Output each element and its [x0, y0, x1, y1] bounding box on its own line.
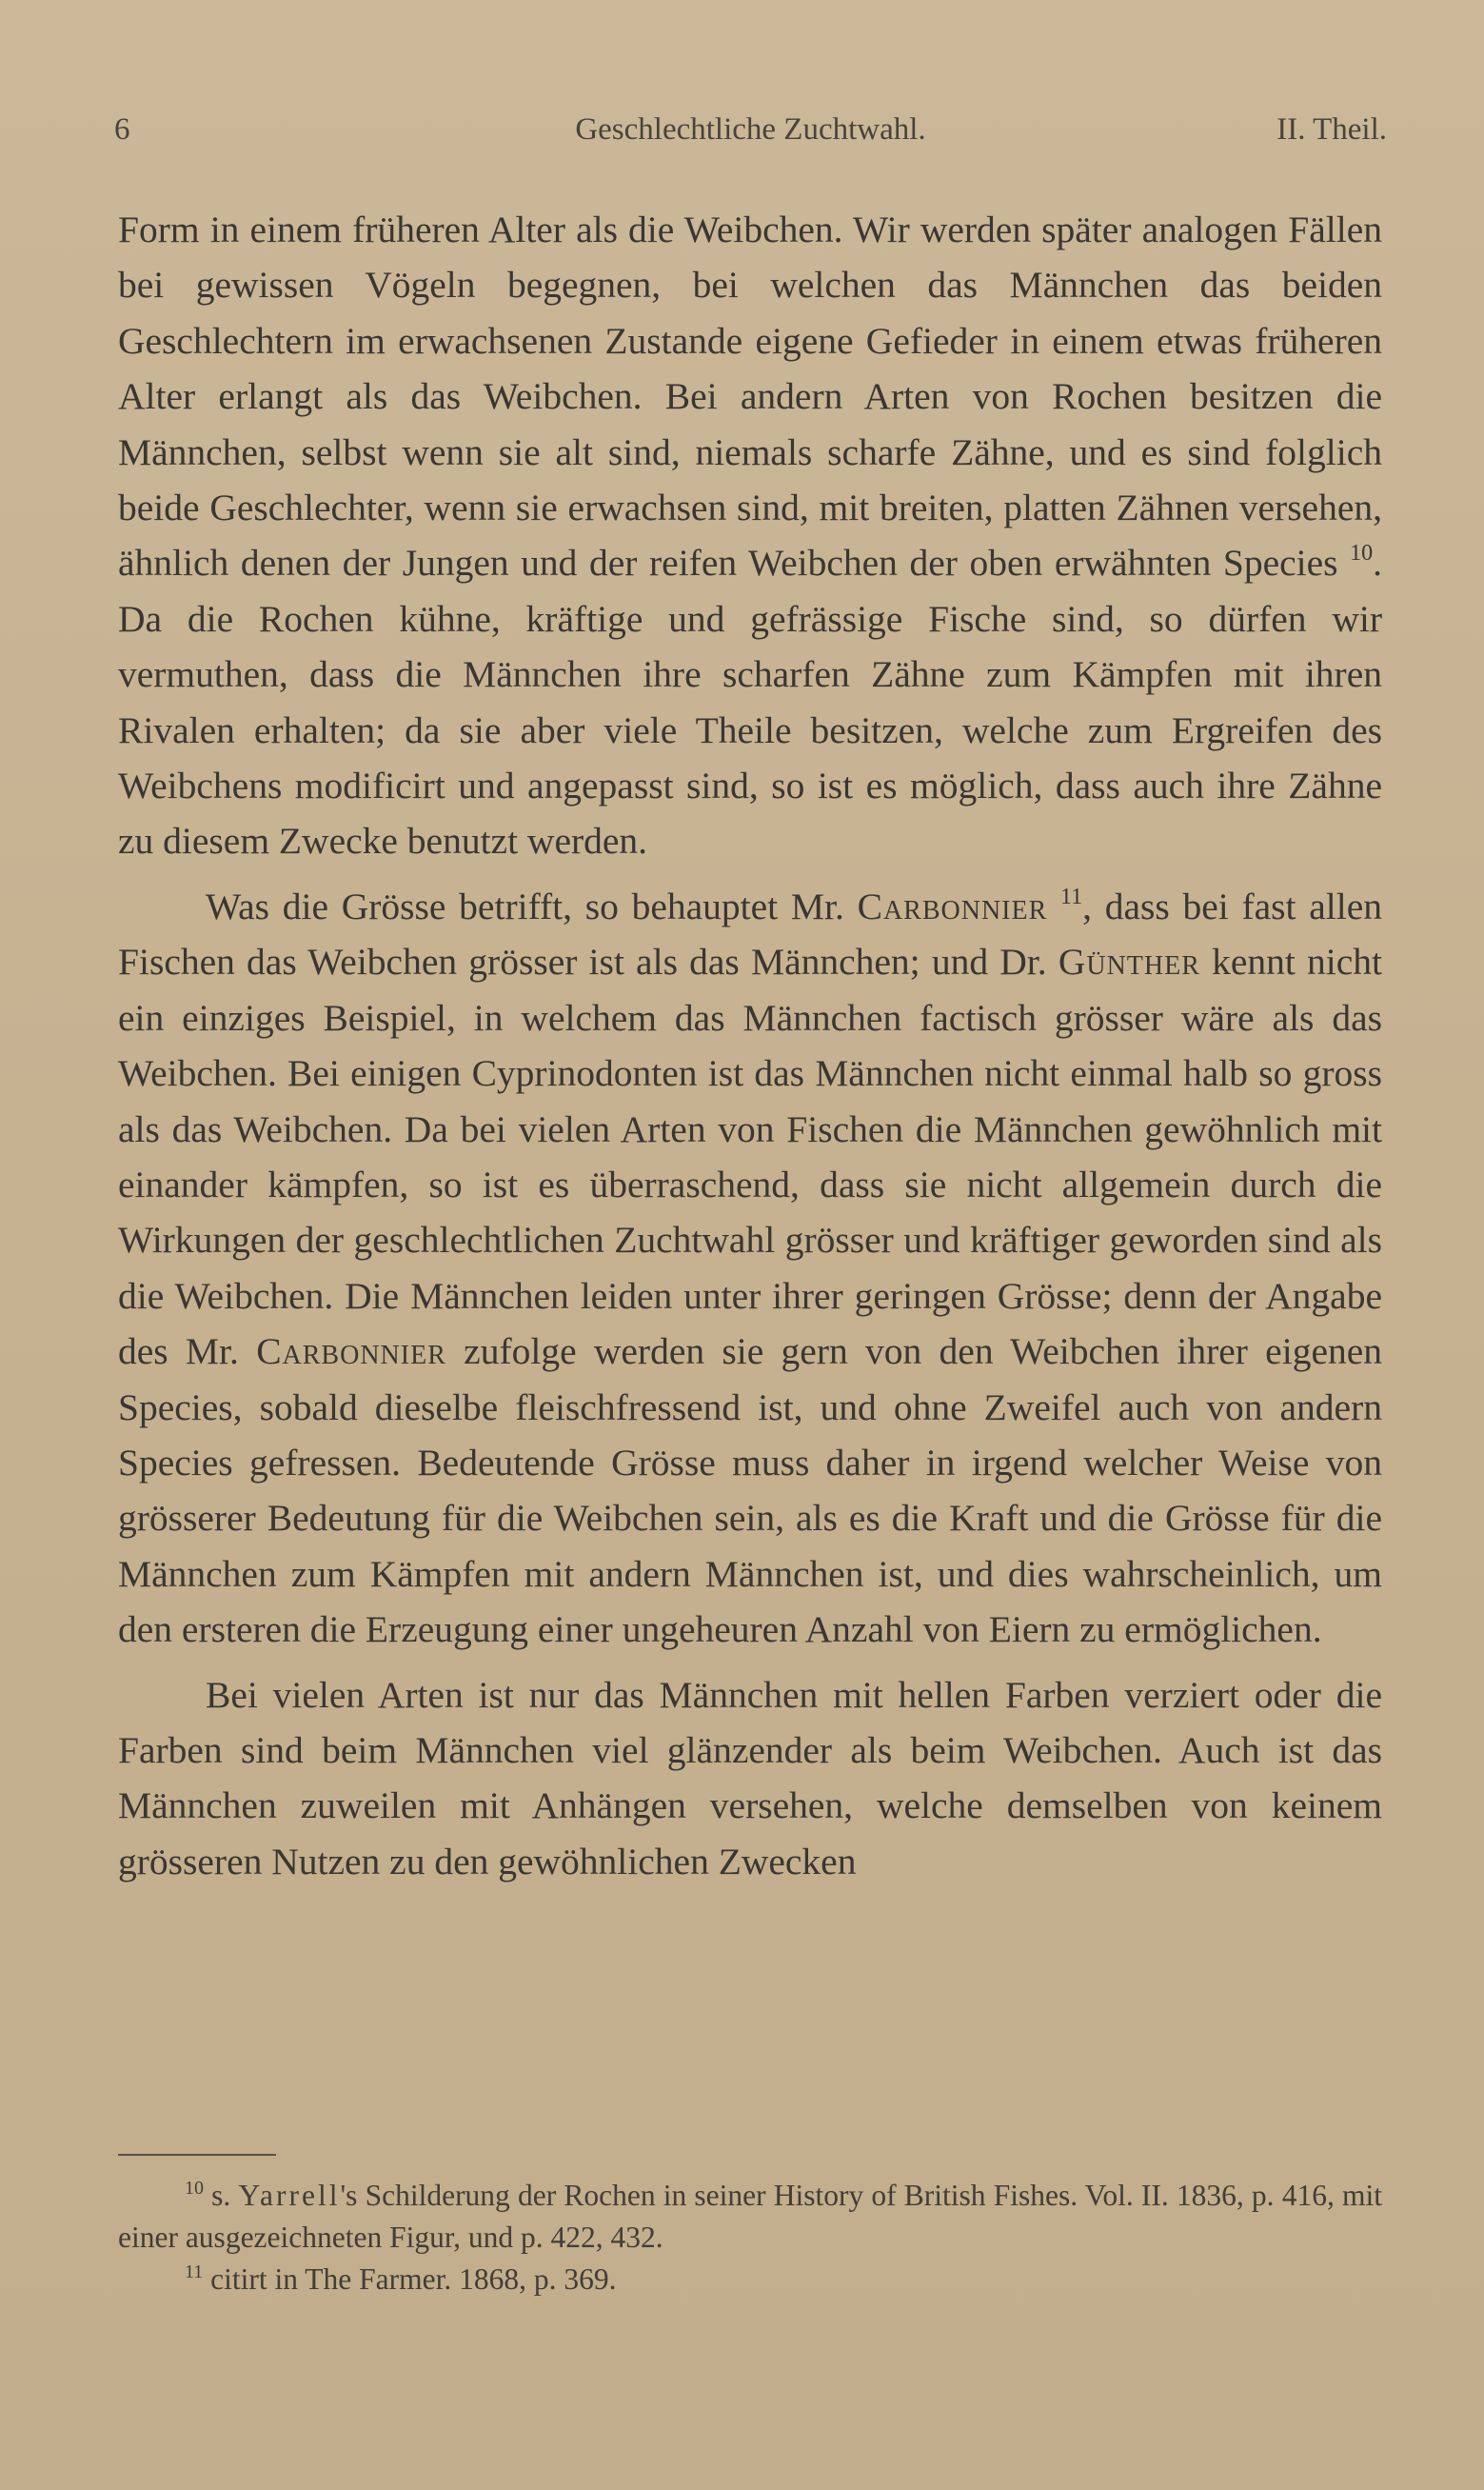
- footnote-mark-10: 10: [185, 2178, 204, 2199]
- running-title: Geschlechtliche Zuchtwahl.: [575, 112, 926, 147]
- footnote-mark-11: 11: [185, 2261, 204, 2282]
- paragraph-2-text-c: kennt nicht ein einziges Beispiel, in welchem das Männchen factisch grösser wäre als das Weibchen. Bei einigen Cyprinodonten ist das Männchen nicht einmal halb so gross als das Weibchen. Da bei vielen Arten von Fischen die Männchen gewöhnlich mit einander kämpfen, so ist es überraschend, dass sie nicht allgemein durch die Wirkungen der geschlechtlichen Zuchtwahl grösser und kräftiger geworden sind als die Weibchen. Die Männchen leiden unter ihrer geringen Grösse; denn der Angabe des Mr.: [118, 941, 1383, 1373]
- paragraph-2-text-d: zufolge werden sie gern von den Weibchen ihrer eigenen Species, sobald dieselbe fleischfressend ist, und ohne Zweifel auch von andern Species gefressen. Bedeutende Grösse muss daher in irgend welcher Weise von grösserer Bedeutung für die Weibchen sein, als es die Kraft und die Grösse für die Männchen zum Kämpfen mit andern Männchen ist, und dies wahrscheinlich, um den ersteren die Erzeugung einer ungeheuren Anzahl von Eiern zu ermöglichen.: [118, 1330, 1383, 1651]
- paragraph-1-text-a: Form in einem früheren Alter als die Weibchen. Wir werden später analogen Fällen bei gewissen Vögeln begegnen, bei welchen das Männchen das beiden Geschlechtern im erwachsenen Zustande eigene Gefieder in einem etwas früheren Alter erlangt als das Weibchen. Bei andern Arten von Rochen besitzen die Männchen, selbst wenn sie alt sind, niemals scharfe Zähne, und es sind folglich beide Geschlechter, wenn sie erwachsen sind, mit breiten, platten Zähnen versehen, ähnlich denen der Jungen und der reifen Weibchen der oben erwähnten Species: [118, 209, 1382, 585]
- author-name-guenther: Günther: [1058, 941, 1200, 984]
- part-label: II. Theil.: [1276, 112, 1387, 147]
- running-header: [114, 112, 1387, 160]
- footnote-11: [118, 2259, 1382, 2301]
- paragraph-2-text-a: Was die Grösse betrifft, so behauptet Mr.: [206, 885, 844, 927]
- paragraph-2: [118, 879, 1382, 1658]
- footnote-10-prefix: s.: [211, 2179, 231, 2212]
- footnote-11-text: citirt in The Farmer. 1868, p. 369.: [210, 2262, 617, 2296]
- footnote-ref-11: 11: [1060, 884, 1083, 909]
- footnote-10-author: Yarrell: [238, 2179, 341, 2212]
- author-name-carbonnier-2: Carbonnier: [256, 1330, 446, 1373]
- paragraph-1-text-b: . Da die Rochen kühne, kräftige und gefrässige Fische sind, so dürfen wir vermuthen, dass die Männchen ihre scharfen Zähne zum Kämpfen mit ihren Rivalen erhalten; da sie aber viele Theile besitzen, welche zum Ergreifen des Weibchens modificirt und angepasst sind, so ist es möglich, dass auch ihre Zähne zu diesem Zwecke benutzt werden.: [118, 542, 1382, 863]
- footnote-ref-10: 10: [1350, 541, 1374, 567]
- paragraph-3: Bei vielen Arten ist nur das Männchen mit hellen Farben verziert oder die Farben sind beim Männchen viel glänzender als beim Weibchen. Auch ist das Männchen zuweilen mit Anhängen versehen, welche demselben von keinem grösseren Nutzen zu den gewöhnlichen Zwecken: [118, 1673, 1382, 1882]
- footnote-10: [118, 2175, 1382, 2259]
- footnote-10-text: 's Schilderung der Rochen in seiner History of British Fishes. Vol. II. 1836, p. 416, mit einer ausgezeichneten Figur, und p. 422, 432.: [118, 2179, 1382, 2254]
- page-number: 6: [114, 112, 130, 147]
- author-name-carbonnier: Carbonnier: [857, 885, 1048, 927]
- paragraph-1: [118, 202, 1382, 869]
- paragraph-2-text-b: , dass bei fast allen Fischen das Weibchen grösser ist als das Männchen; und Dr.: [118, 885, 1383, 984]
- footnote-rule: [118, 2154, 276, 2156]
- footnotes: [118, 2175, 1382, 2301]
- body-text: [118, 202, 1382, 1889]
